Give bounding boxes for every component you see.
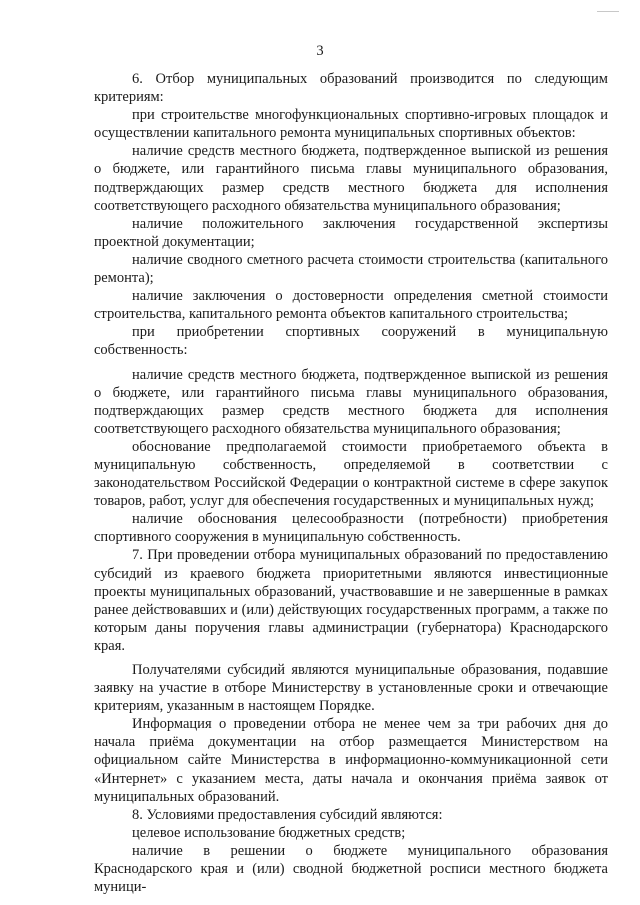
corner-scan-mark <box>597 11 619 12</box>
paragraph: наличие в решении о бюджете муниципального образования Краснодарского края и (или) сводной бюджетной росписи местного бюджета муници- <box>94 842 608 896</box>
paragraph: целевое использование бюджетных средств; <box>132 824 406 841</box>
paragraph: при строительстве многофункциональных спортивно-игровых площадок и осуществлении капитального ремонта муниципальных спортивных объектов: <box>94 107 608 142</box>
paragraph: обоснование предполагаемой стоимости приобретаемого объекта в муниципальную собственность, определяемой в соответствии с законодательством Российской Федерации о контрактной системе в сфере закупок товаров, работ, услуг для обеспечения государственных и муниципальных нужд; <box>94 438 608 510</box>
document-body <box>94 70 608 896</box>
paragraph: наличие обоснования целесообразности (потребности) приобретения спортивного сооружения в муниципальную собственность. <box>94 511 608 546</box>
paragraph: наличие средств местного бюджета, подтвержденное выпиской из решения о бюджете, или гарантийного письма главы муниципального образования, подтверждающих размер средств местного бюджета для исполнения соответствующего расходного обязательства муниципального образования; <box>94 143 608 214</box>
page-number: 3 <box>316 43 324 59</box>
paragraph: Информация о проведении отбора не менее чем за три рабочих дня до начала приёма документации на отбор размещается Министерством на официальном сайте Министерства в информационно-коммуникационной сети «Интернет» с указанием места, даты начала и окончания приёма заявок от муниципальных образований. <box>94 716 608 805</box>
paragraph: наличие заключения о достоверности определения сметной стоимости строительства, капитального ремонта объектов капитального строительства; <box>94 288 608 323</box>
paragraph: Получателями субсидий являются муниципальные образования, подавшие заявку на участие в отборе Министерству в установленные сроки и отвечающие критериям, указанным в настоящем Порядке. <box>94 662 608 715</box>
paragraph: 6. Отбор муниципальных образований производится по следующим критериям: <box>94 71 608 106</box>
paragraph: наличие положительного заключения государственной экспертизы проектной документации; <box>94 215 608 250</box>
paragraph: наличие средств местного бюджета, подтвержденное выпиской из решения о бюджете, или гарантийного письма главы муниципального образования, подтверждающих размер средств местного бюджета для исполнения соответствующего расходного обязательства муниципального образования; <box>94 366 608 437</box>
paragraph: при приобретении спортивных сооружений в муниципальную собственность: <box>94 324 608 359</box>
paragraph: наличие сводного сметного расчета стоимости строительства (капитального ремонта); <box>94 251 608 287</box>
paragraph: 8. Условиями предоставления субсидий являются: <box>132 806 443 823</box>
paragraph: 7. При проведении отбора муниципальных образований по предоставлению субсидий из краевого бюджета приоритетными являются инвестиционные проекты муниципальных образований, участвовавшие и не завершенные в рамках ранее действовавших и (или) действующих государственных программ, а также по которым даны поручения главы администрации (губернатора) Краснодарского края. <box>94 547 608 654</box>
